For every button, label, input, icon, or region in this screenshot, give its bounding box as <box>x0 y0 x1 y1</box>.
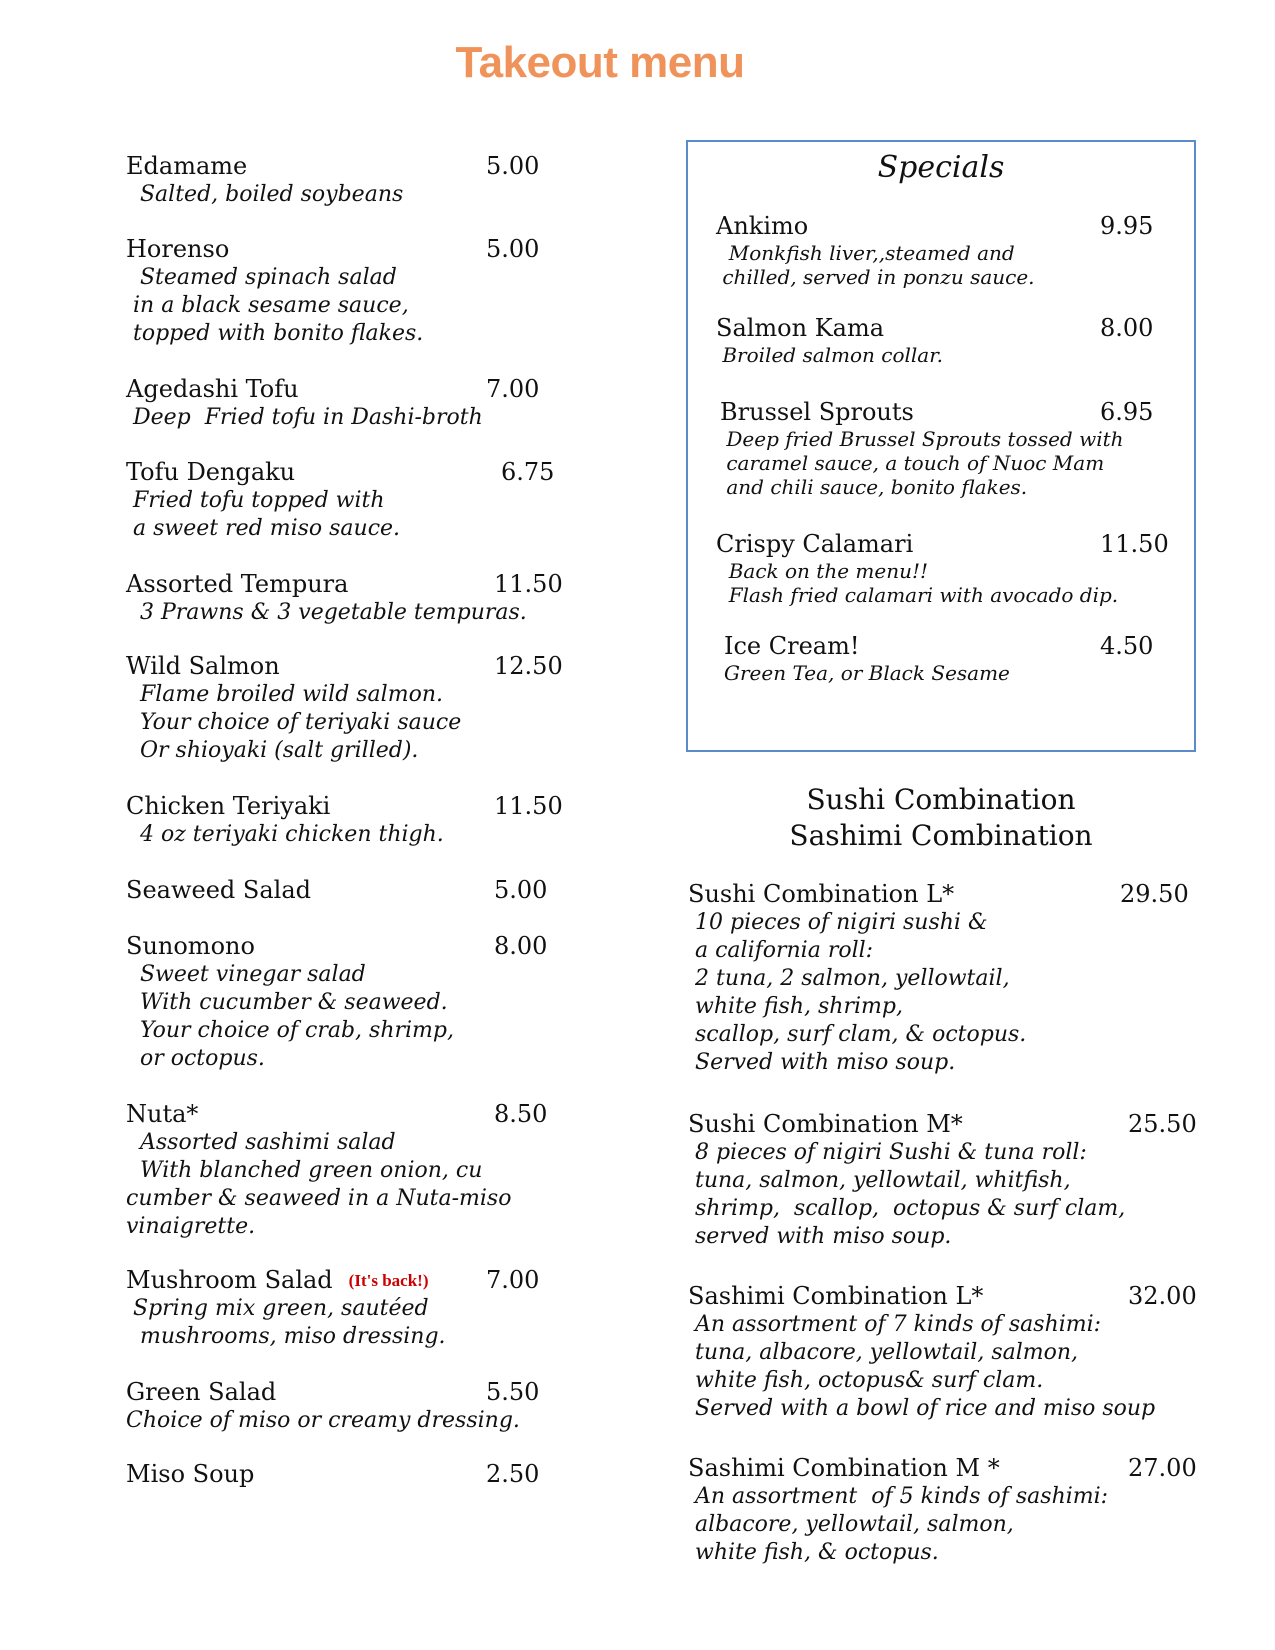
item-description: 4 oz teriyaki chicken thigh. <box>126 822 444 847</box>
item-name: Salmon Kama <box>716 314 885 342</box>
special-item-ankimo <box>716 212 1154 289</box>
specials-box <box>686 140 1196 752</box>
page-title: Takeout menu <box>455 38 745 87</box>
item-description: Broiled salmon collar. <box>716 343 943 367</box>
item-description: Back on the menu!! Flash fried calamari with avocado dip. <box>728 559 1119 607</box>
item-price: 11.50 <box>494 792 563 820</box>
menu-item-assorted-tempura <box>126 570 563 627</box>
item-name: Sushi Combination M* <box>688 1110 963 1138</box>
item-price: 7.00 <box>486 375 540 403</box>
item-name: Chicken Teriyaki <box>126 792 331 820</box>
item-price: 6.75 <box>501 458 555 486</box>
item-description: 10 pieces of nigiri sushi & a california roll: 2 tuna, 2 salmon, yellowtail, white fish, shrimp, scallop, surf clam, & octopus. Served with miso soup. <box>694 910 1027 1075</box>
item-description: Flame broiled wild salmon. Your choice of teriyaki sauce Or shioyaki (salt grilled). <box>139 682 462 763</box>
item-name: Sashimi Combination L* <box>688 1282 984 1310</box>
specials-title: Specials <box>877 150 1005 185</box>
item-note-badge: (It's back!) <box>348 1271 429 1290</box>
item-price: 5.50 <box>486 1378 540 1406</box>
item-price: 11.50 <box>1100 530 1169 558</box>
item-name: Brussel Sprouts <box>720 398 914 426</box>
item-name: Ankimo <box>716 212 809 240</box>
item-price: 9.95 <box>1100 212 1154 240</box>
item-name: Sushi Combination L* <box>688 880 955 908</box>
menu-item-seaweed-salad <box>126 876 548 905</box>
special-item-ice-cream <box>724 632 1154 685</box>
special-item-salmon-kama <box>716 314 1154 367</box>
menu-item-wild-salmon <box>126 652 563 765</box>
item-name: Tofu Dengaku <box>126 458 296 486</box>
item-description: Monkfish liver,,steamed and chilled, served in ponzu sauce. <box>722 241 1035 289</box>
menu-item-agedashi-tofu <box>126 375 540 432</box>
item-name: Edamame <box>126 152 248 180</box>
combo-heading-sushi: Sushi Combination <box>806 783 1076 816</box>
item-price: 11.50 <box>494 570 563 598</box>
item-name: Seaweed Salad <box>126 876 311 904</box>
item-description: 3 Prawns & 3 vegetable tempuras. <box>126 600 527 625</box>
combo-sushi-m <box>688 1110 1197 1251</box>
menu-item-mushroom-salad <box>126 1266 540 1351</box>
item-description: Salted, boiled soybeans <box>126 182 404 207</box>
item-price: 29.50 <box>1120 880 1189 908</box>
item-description: An assortment of 7 kinds of sashimi: tuna, albacore, yellowtail, salmon, white fish, octopus& surf clam. Served with a bowl of rice and miso soup <box>694 1312 1156 1421</box>
item-description: Deep Fried tofu in Dashi-broth <box>126 405 483 430</box>
item-name: Sunomono <box>126 932 255 960</box>
item-description: Steamed spinach salad in a black sesame sauce, topped with bonito flakes. <box>132 265 424 346</box>
menu-item-sunomono <box>126 932 548 1073</box>
menu-item-tofu-dengaku <box>126 458 555 543</box>
item-description: Green Tea, or Black Sesame <box>724 661 1010 685</box>
item-name: Mushroom Salad <box>126 1266 333 1294</box>
special-item-brussel-sprouts <box>720 398 1154 499</box>
item-description: Deep fried Brussel Sprouts tossed with caramel sauce, a touch of Nuoc Mam and chili sauce, bonito flakes. <box>726 427 1124 499</box>
item-price: 25.50 <box>1128 1110 1197 1138</box>
item-price: 7.00 <box>486 1266 540 1294</box>
item-description: Sweet vinegar salad With cucumber & seaweed. Your choice of crab, shrimp, or octopus. <box>139 962 454 1071</box>
combo-heading <box>686 782 1196 854</box>
item-name: Assorted Tempura <box>126 570 349 598</box>
item-price: 5.00 <box>486 235 540 263</box>
menu-item-chicken-teriyaki <box>126 792 563 849</box>
item-name: Miso Soup <box>126 1460 255 1488</box>
item-price: 8.00 <box>1100 314 1154 342</box>
menu-item-green-salad <box>126 1378 540 1435</box>
item-name: Wild Salmon <box>126 652 280 680</box>
special-item-crispy-calamari <box>716 530 1169 607</box>
item-price: 5.00 <box>486 152 540 180</box>
combo-sushi-l <box>688 880 1189 1077</box>
item-description: An assortment of 5 kinds of sashimi: albacore, yellowtail, salmon, white fish, & octopus. <box>694 1484 1109 1565</box>
item-price: 27.00 <box>1128 1454 1197 1482</box>
item-name: Ice Cream! <box>724 632 860 660</box>
item-price: 32.00 <box>1128 1282 1197 1310</box>
item-price: 2.50 <box>486 1460 540 1488</box>
item-price: 6.95 <box>1100 398 1154 426</box>
item-price: 8.00 <box>494 932 548 960</box>
item-description: Spring mix green, sautéed mushrooms, miso dressing. <box>132 1296 446 1349</box>
menu-item-nuta <box>126 1100 548 1241</box>
item-name: Nuta* <box>126 1100 199 1128</box>
combo-heading-sashimi: Sashimi Combination <box>789 819 1093 852</box>
combo-sashimi-l <box>688 1282 1197 1423</box>
item-description: 8 pieces of nigiri Sushi & tuna roll: tuna, salmon, yellowtail, whitfish, shrimp, scallop, octopus & surf clam, served with miso soup. <box>694 1140 1126 1249</box>
item-name: Horenso <box>126 235 230 263</box>
item-description: Fried tofu topped with a sweet red miso sauce. <box>132 488 401 541</box>
item-price: 8.50 <box>494 1100 548 1128</box>
item-name: Agedashi Tofu <box>126 375 299 403</box>
menu-item-miso-soup <box>126 1460 540 1489</box>
item-price: 5.00 <box>494 876 548 904</box>
menu-item-horenso <box>126 235 540 348</box>
item-price: 4.50 <box>1100 632 1154 660</box>
item-name: Sashimi Combination M * <box>688 1454 1000 1482</box>
item-description: Choice of miso or creamy dressing. <box>126 1408 520 1433</box>
item-name: Green Salad <box>126 1378 277 1406</box>
item-name: Crispy Calamari <box>716 530 914 558</box>
combo-sashimi-m <box>688 1454 1197 1567</box>
menu-item-edamame <box>126 152 540 209</box>
item-description: Assorted sashimi salad With blanched green onion, cu cumber & seaweed in a Nuta-miso vinaigrette. <box>126 1130 512 1239</box>
item-price: 12.50 <box>494 652 563 680</box>
